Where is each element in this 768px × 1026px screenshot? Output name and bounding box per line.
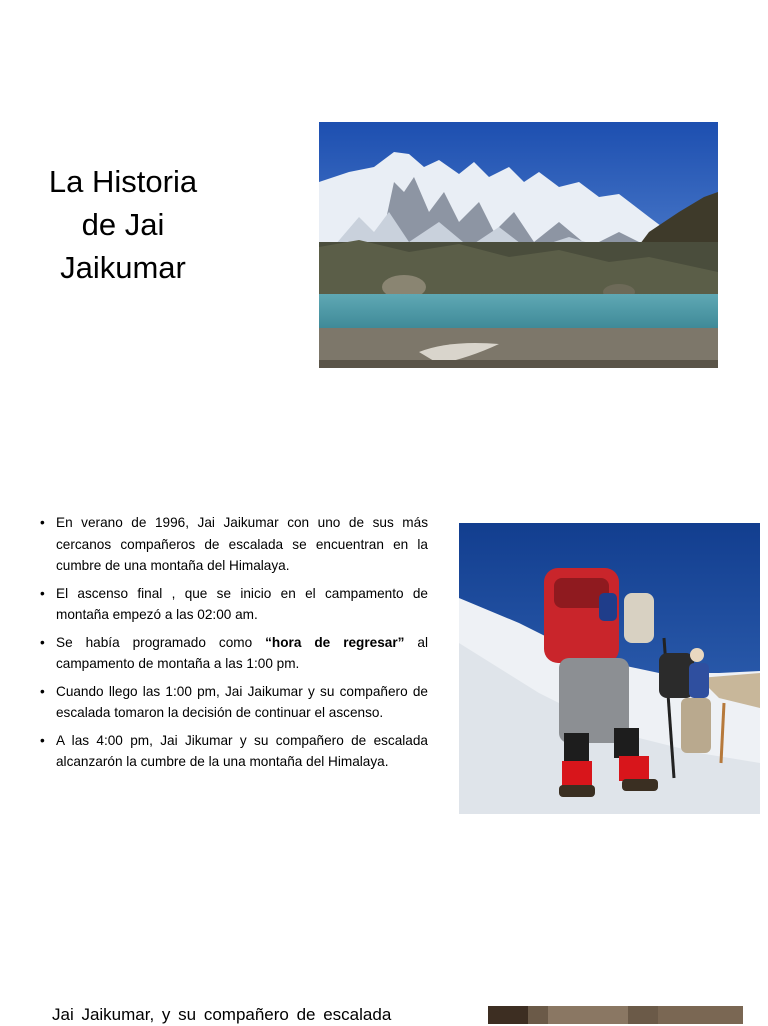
- bullet-item: [40, 512, 428, 577]
- bullet-text-pre: Se había programado como: [56, 634, 266, 650]
- bullet-text-post: al campamento de montaña a las 1:00 pm.: [56, 634, 429, 671]
- bullet-text: En verano de 1996, Jai Jaikumar con uno de sus más cercanos compañeros de escalada se encuentran en la cumbre de una montaña del Himalaya.: [56, 515, 428, 573]
- bullet-item: [40, 583, 428, 626]
- bullet-text-bold: “hora de regresar”: [265, 634, 405, 650]
- slide-2: [0, 480, 768, 910]
- bullet-text: El ascenso final , que se inicio en el campamento de montaña empezó a las 02:00 am.: [56, 585, 428, 622]
- bullet-item: [40, 632, 428, 675]
- climbers-photo: [459, 523, 760, 814]
- title-line-1: La Historia: [48, 164, 198, 199]
- bullet-text: A las 4:00 pm, Jai Jikumar y su compañero de escalada alcanzarón la cumbre de la una montaña del Himalaya.: [56, 732, 428, 769]
- bullet-marker: •: [40, 683, 45, 699]
- bullet-marker: •: [40, 634, 45, 650]
- bullet-marker: •: [40, 515, 45, 530]
- bullet-item: [40, 730, 428, 773]
- slide-3: [0, 990, 768, 1024]
- bullet-text: Cuando llego las 1:00 pm, Jai Jaikumar y su compañero de escalada tomaron la decisión de continuar el ascenso.: [56, 683, 428, 720]
- bullet-marker: •: [40, 732, 45, 748]
- title-line-3: Jaikumar: [60, 250, 186, 285]
- title-line-2: de Jai: [81, 207, 165, 242]
- slide-title: [30, 160, 216, 289]
- bullet-item: [40, 681, 428, 724]
- slide3-text: Jai Jaikumar, y su compañero de escalada: [52, 1005, 392, 1024]
- bullet-list: [40, 512, 428, 779]
- slide3-photo: [488, 1006, 743, 1024]
- slide-1: [0, 0, 768, 430]
- mountain-lake-photo: [319, 122, 718, 368]
- bullet-marker: •: [40, 585, 45, 601]
